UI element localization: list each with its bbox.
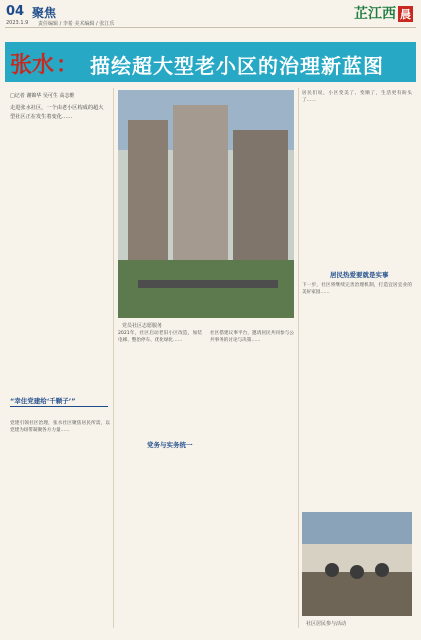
subheading-3: 居民热爱要就是实事 bbox=[330, 271, 389, 279]
photo-caption: 社区居民参与活动 bbox=[306, 621, 347, 627]
header-rule bbox=[5, 27, 416, 28]
article-column-5: 下一步，社区将继续完善治理机制，打造宜居宜业的美好家园…… bbox=[302, 283, 412, 296]
headline-colon: ： bbox=[56, 52, 79, 78]
article-column-4: 居民们说，小区变美了、变顺了，生活更有盼头了…… bbox=[302, 91, 412, 104]
article-column-3: 社区搭建议事平台，邀请居民共同参与公共事务的讨论与决策…… bbox=[210, 331, 294, 344]
edition-credits: 责任编辑 / 李希 美术编辑 / 张江乐 bbox=[38, 21, 115, 27]
article-column-1: 党建引领社区治理，张水社区聚焦居民所需，以党建为纽带凝聚各方力量…… bbox=[10, 421, 110, 434]
article-column-2: 2021年，社区启动老旧小区改造，加装电梯、整治停车、优化绿化…… bbox=[118, 331, 202, 344]
page-number: 04 bbox=[6, 4, 25, 19]
article-photo-residents bbox=[302, 512, 412, 616]
photo-caption: 党员社区志愿服务 bbox=[122, 323, 163, 329]
byline: □记者 谢锦华 吴可生 高志维 bbox=[10, 93, 75, 99]
subheading-1: “幸住党建给‘千颗子’” bbox=[10, 397, 76, 405]
section-title: 聚焦 bbox=[32, 6, 57, 20]
subheading-2: 党务与实务统一 bbox=[147, 441, 193, 449]
lead-paragraph: 走进张水社区，一个由老小区构成的超大型社区正在发生着变化…… bbox=[10, 105, 104, 120]
masthead-title: 芷江西 bbox=[354, 6, 396, 22]
column-divider bbox=[113, 88, 114, 628]
headline-title: 描绘超大型老小区的治理新蓝图 bbox=[90, 54, 384, 78]
headline-prefix: 张水 bbox=[10, 52, 55, 78]
column-divider bbox=[298, 88, 299, 628]
article-photo-buildings bbox=[118, 90, 294, 318]
subheading-rule bbox=[10, 406, 108, 407]
masthead-badge: 晨 bbox=[400, 8, 411, 21]
issue-date: 2023.1.9 bbox=[6, 20, 29, 26]
masthead bbox=[354, 3, 413, 23]
